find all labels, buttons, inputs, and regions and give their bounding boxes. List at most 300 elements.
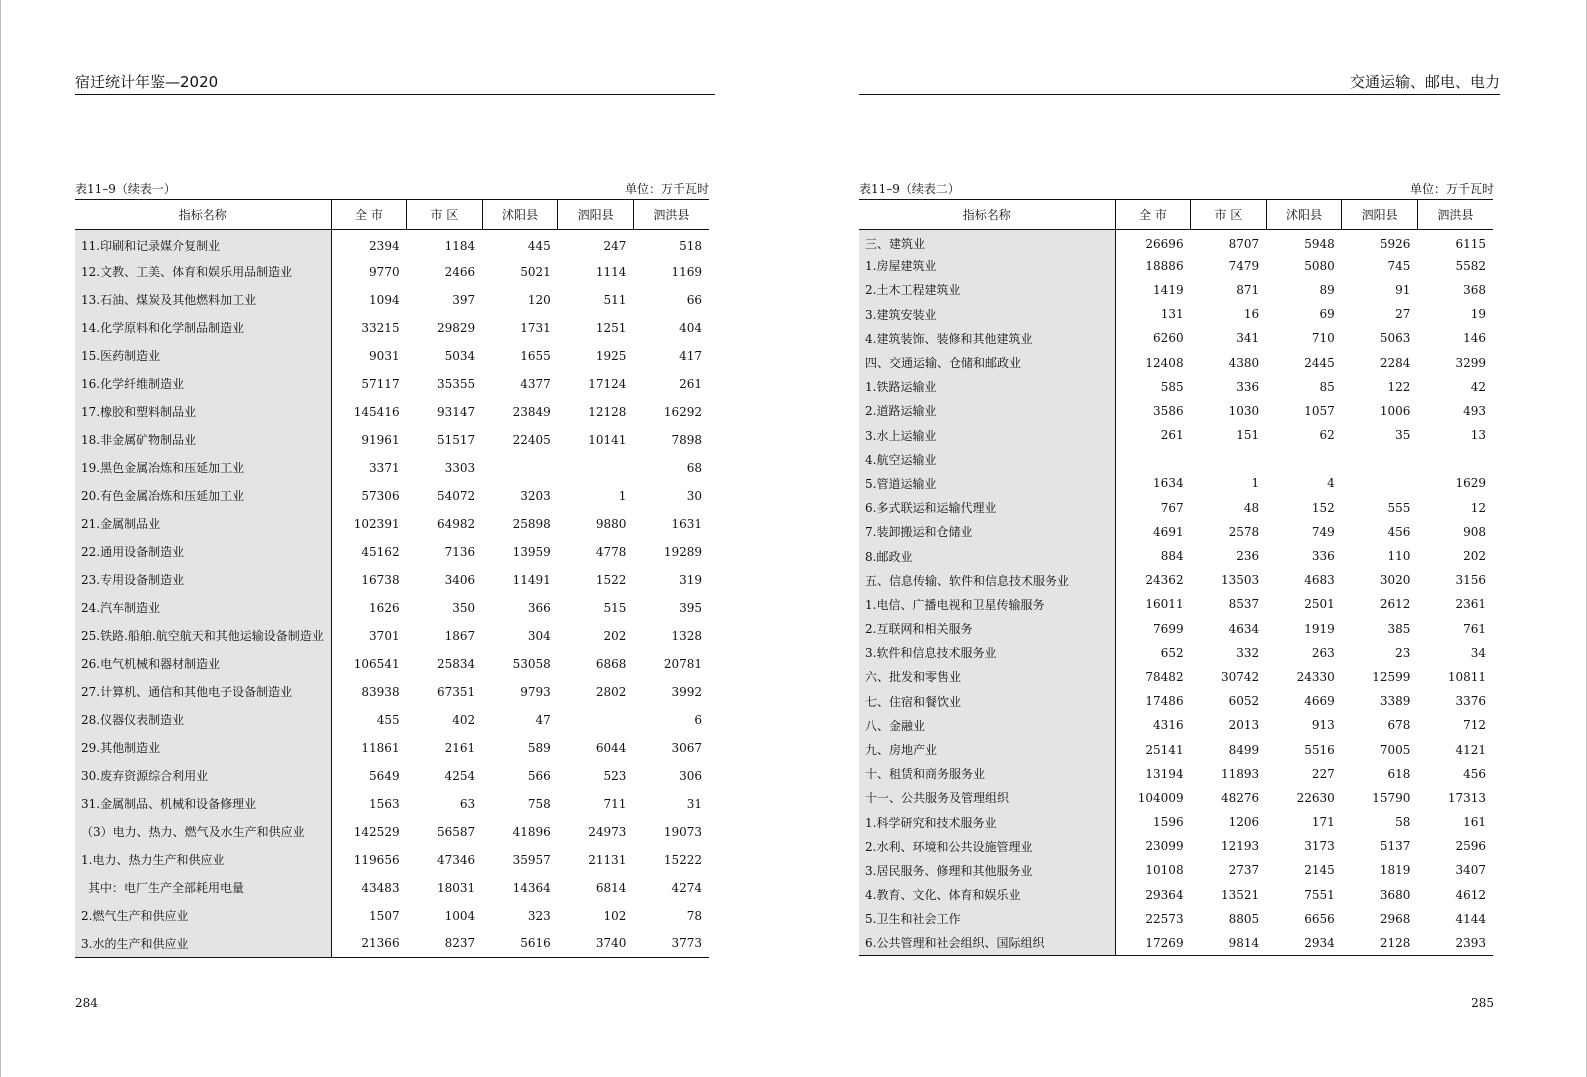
left-page — [75, 0, 715, 1077]
indicator-name: 2.道路运输业 — [859, 399, 1115, 423]
value-cell: 5926 — [1379, 236, 1411, 251]
value-cell: 5063 — [1379, 331, 1411, 346]
indicator-name: 28.仪器仪表制造业 — [75, 706, 331, 734]
value-cell: 4144 — [1455, 911, 1486, 926]
value-cell: 7005 — [1379, 742, 1411, 757]
value-cell: 261 — [679, 376, 702, 391]
indicator-name: 29.其他制造业 — [75, 734, 331, 762]
value-cell: 3406 — [444, 572, 476, 587]
value-cell: 120 — [527, 292, 551, 307]
indicator-name: 23.专用设备制造业 — [75, 566, 331, 594]
value-cell: 19289 — [663, 544, 702, 559]
indicator-name: 16.化学纤维制造业 — [75, 370, 331, 398]
indicator-name: 1.铁路运输业 — [859, 375, 1115, 399]
value-cell: 25834 — [437, 656, 476, 671]
value-cell: 19 — [1470, 307, 1486, 322]
value-cell: 2501 — [1304, 597, 1335, 612]
value-cell: 1626 — [369, 600, 400, 615]
value-cell: 16011 — [1145, 597, 1184, 612]
value-cell: 417 — [679, 348, 702, 363]
value-cell: 2145 — [1304, 863, 1335, 878]
value-cell: 102391 — [353, 516, 400, 531]
value-cell: 13194 — [1145, 766, 1184, 781]
value-cell: 26696 — [1145, 236, 1184, 251]
value-cell: 4380 — [1228, 355, 1260, 370]
value-cell: 1419 — [1153, 282, 1184, 297]
value-cell: 3680 — [1379, 887, 1411, 902]
value-cell: 104009 — [1137, 790, 1184, 805]
indicator-name: 十、租赁和商务服务业 — [859, 762, 1115, 786]
value-cell: 1507 — [369, 908, 400, 923]
value-cell: 3992 — [671, 684, 702, 699]
value-cell: 555 — [1387, 500, 1411, 515]
value-cell: 1206 — [1228, 815, 1260, 830]
value-cell: 7136 — [444, 544, 476, 559]
value-cell: 456 — [1463, 766, 1486, 781]
table-row — [859, 665, 1493, 689]
value-cell: 67351 — [437, 684, 476, 699]
value-cell: 1634 — [1153, 476, 1184, 491]
running-head-right: 交通运输、邮电、电力 — [859, 72, 1500, 95]
value-cell: 5080 — [1304, 258, 1335, 273]
table-row — [859, 641, 1493, 665]
value-cell: 4274 — [671, 880, 702, 895]
column-header: 泗洪县 — [633, 200, 709, 230]
value-cell: 341 — [1236, 331, 1260, 346]
table-row — [859, 713, 1493, 737]
value-cell: 3407 — [1455, 863, 1486, 878]
value-cell: 652 — [1160, 645, 1184, 660]
table-row — [859, 592, 1493, 616]
indicator-name: 26.电气机械和器材制造业 — [75, 650, 331, 678]
value-cell: 4377 — [520, 376, 551, 391]
value-cell: 1030 — [1228, 403, 1260, 418]
value-cell: 58 — [1395, 815, 1411, 830]
table-row — [859, 737, 1493, 761]
value-cell: 2802 — [595, 684, 627, 699]
value-cell: 29364 — [1145, 887, 1184, 902]
value-cell: 1004 — [444, 908, 476, 923]
value-cell: 1731 — [520, 320, 551, 335]
table-row — [75, 622, 709, 650]
indicator-name: 七、住宿和餐饮业 — [859, 689, 1115, 713]
value-cell: 445 — [527, 238, 551, 253]
value-cell: 2934 — [1266, 931, 1342, 955]
table-row — [859, 302, 1493, 326]
value-cell: 1094 — [369, 292, 400, 307]
value-cell: 10108 — [1145, 863, 1184, 878]
indicator-name: 14.化学原料和化学制品制造业 — [75, 314, 331, 342]
value-cell: 20781 — [663, 656, 702, 671]
value-cell: 7699 — [1153, 621, 1184, 636]
value-cell: 3203 — [520, 488, 551, 503]
value-cell: 25141 — [1145, 742, 1184, 757]
value-cell: 2393 — [1417, 931, 1493, 955]
table-caption-left — [75, 181, 715, 197]
value-cell: 761 — [1463, 621, 1486, 636]
value-cell: 9031 — [369, 348, 400, 363]
indicator-name: 3.软件和信息技术服务业 — [859, 641, 1115, 665]
value-cell: 23 — [1395, 645, 1411, 660]
value-cell: 45162 — [361, 544, 400, 559]
value-cell: 6044 — [595, 740, 627, 755]
value-cell: 1328 — [671, 628, 702, 643]
value-cell: 336 — [1311, 549, 1335, 564]
value-cell: 5582 — [1455, 258, 1486, 273]
value-cell: 24973 — [588, 824, 627, 839]
value-cell: 34 — [1470, 645, 1486, 660]
value-cell: 63 — [459, 796, 476, 811]
indicator-name: 3.水的生产和供应业 — [75, 930, 331, 958]
value-cell: 2013 — [1228, 718, 1260, 733]
column-header: 市 区 — [1191, 200, 1267, 230]
value-cell: 4634 — [1228, 621, 1260, 636]
indicator-name: 8.邮政业 — [859, 544, 1115, 568]
column-header: 指标名称 — [75, 200, 331, 230]
indicator-name: 7.装卸搬运和仓储业 — [859, 520, 1115, 544]
table-row — [75, 790, 709, 818]
value-cell: 57117 — [361, 376, 400, 391]
value-cell: 5616 — [482, 930, 558, 958]
table-row — [75, 370, 709, 398]
value-cell: 12128 — [588, 404, 627, 419]
value-cell: 3303 — [444, 460, 476, 475]
value-cell: 908 — [1463, 524, 1486, 539]
value-cell: 1629 — [1455, 476, 1486, 491]
value-cell: 710 — [1311, 331, 1335, 346]
table-row — [859, 810, 1493, 834]
column-header: 市 区 — [407, 200, 483, 230]
value-cell: 5516 — [1304, 742, 1335, 757]
table-row — [859, 423, 1493, 447]
value-cell: 9814 — [1191, 931, 1267, 955]
value-cell: 4691 — [1153, 524, 1184, 539]
indicator-name: 1.电力、热力生产和供应业 — [75, 846, 331, 874]
value-cell: 5137 — [1379, 839, 1411, 854]
table-row — [859, 834, 1493, 858]
value-cell: 89 — [1319, 282, 1335, 297]
indicator-name: 九、房地产业 — [859, 737, 1115, 761]
table-row — [75, 258, 709, 286]
value-cell — [558, 706, 634, 734]
indicator-name: 2.土木工程建筑业 — [859, 278, 1115, 302]
table-row — [859, 786, 1493, 810]
value-cell: 1596 — [1153, 815, 1184, 830]
table-row — [859, 375, 1493, 399]
value-cell: 27 — [1395, 307, 1411, 322]
value-cell: 4121 — [1455, 742, 1486, 757]
column-header: 沭阳县 — [1266, 200, 1342, 230]
table-row — [75, 762, 709, 790]
value-cell: 263 — [1311, 645, 1335, 660]
value-cell: 83938 — [361, 684, 400, 699]
value-cell: 13 — [1470, 428, 1486, 443]
indicator-name: 四、交通运输、仓储和邮政业 — [859, 350, 1115, 374]
value-cell: 247 — [603, 238, 627, 253]
value-cell: 48276 — [1221, 790, 1260, 805]
running-head-left: 宿迁统计年鉴—2020 — [75, 72, 715, 95]
table-number: 表11–9（续表二） — [859, 182, 960, 196]
page-number-left: 284 — [75, 996, 98, 1010]
value-cell: 566 — [527, 768, 551, 783]
table-body — [75, 230, 709, 958]
table-row — [859, 762, 1493, 786]
indicator-name: 24.汽车制造业 — [75, 594, 331, 622]
value-cell: 17124 — [588, 376, 627, 391]
value-cell: 14364 — [512, 880, 551, 895]
value-cell: 66 — [686, 292, 702, 307]
value-cell: 404 — [679, 320, 702, 335]
value-cell: 455 — [376, 712, 400, 727]
value-cell: 4669 — [1304, 694, 1335, 709]
value-cell: 2968 — [1379, 911, 1411, 926]
table-row — [859, 399, 1493, 423]
value-cell: 43483 — [361, 880, 400, 895]
value-cell: 1057 — [1304, 403, 1335, 418]
value-cell: 13521 — [1221, 887, 1260, 902]
indicator-name: 13.石油、煤炭及其他燃料加工业 — [75, 286, 331, 314]
value-cell: 515 — [603, 600, 627, 615]
value-cell: 1919 — [1304, 621, 1335, 636]
value-cell: 385 — [1387, 621, 1411, 636]
value-cell: 8537 — [1228, 597, 1260, 612]
value-cell: 12193 — [1221, 839, 1260, 854]
column-header: 指标名称 — [859, 200, 1115, 230]
value-cell: 33215 — [361, 320, 400, 335]
table-row — [75, 230, 709, 258]
value-cell: 4316 — [1153, 718, 1184, 733]
value-cell: 1867 — [444, 628, 476, 643]
value-cell: 161 — [1463, 815, 1486, 830]
table-row — [75, 594, 709, 622]
value-cell: 3389 — [1379, 694, 1411, 709]
value-cell — [558, 454, 634, 482]
value-cell: 18886 — [1145, 258, 1184, 273]
table-row — [75, 342, 709, 370]
value-cell: 102 — [603, 908, 627, 923]
value-cell: 5948 — [1304, 236, 1335, 251]
value-cell: 13503 — [1221, 573, 1260, 588]
value-cell: 2161 — [444, 740, 476, 755]
value-cell: 41896 — [512, 824, 551, 839]
value-cell: 2466 — [444, 264, 476, 279]
unit-label: 单位：万千瓦时 — [624, 182, 709, 196]
value-cell: 712 — [1463, 718, 1486, 733]
value-cell: 1819 — [1379, 863, 1411, 878]
value-cell: 871 — [1236, 282, 1260, 297]
value-cell: 8805 — [1228, 911, 1260, 926]
value-cell: 9880 — [595, 516, 627, 531]
value-cell: 42 — [1470, 379, 1486, 394]
value-cell: 7551 — [1304, 887, 1335, 902]
value-cell: 884 — [1160, 549, 1184, 564]
table-row — [75, 874, 709, 902]
table-row — [75, 426, 709, 454]
indicator-name: 11.印刷和记录媒介复制业 — [75, 230, 331, 258]
value-cell — [482, 454, 558, 482]
value-cell: 10811 — [1447, 669, 1486, 684]
table-row — [859, 689, 1493, 713]
value-cell: 3586 — [1153, 403, 1184, 418]
value-cell: 3067 — [671, 740, 702, 755]
value-cell: 23849 — [512, 404, 551, 419]
indicator-name: 18.非金属矿物制品业 — [75, 426, 331, 454]
value-cell: 9770 — [369, 264, 400, 279]
value-cell: 5021 — [520, 264, 551, 279]
value-cell: 678 — [1387, 718, 1411, 733]
value-cell: 8707 — [1228, 236, 1260, 251]
value-cell: 304 — [527, 628, 551, 643]
value-cell: 1114 — [595, 264, 627, 279]
value-cell: 56587 — [437, 824, 476, 839]
indicator-name: 2.水利、环境和公共设施管理业 — [859, 834, 1115, 858]
value-cell — [1191, 447, 1267, 471]
table-body — [859, 230, 1493, 956]
value-cell: 5649 — [369, 768, 400, 783]
value-cell: 35 — [1395, 428, 1411, 443]
table-row — [75, 482, 709, 510]
value-cell: 6115 — [1455, 236, 1486, 251]
value-cell — [1115, 447, 1191, 471]
value-cell: 10141 — [588, 432, 627, 447]
value-cell: 1631 — [671, 516, 702, 531]
table-row — [859, 858, 1493, 882]
value-cell: 1169 — [671, 264, 702, 279]
value-cell: 511 — [603, 292, 627, 307]
value-cell: 16 — [1243, 307, 1260, 322]
left-spread-edge — [0, 0, 1, 1077]
value-cell: 78482 — [1145, 669, 1184, 684]
value-cell: 85 — [1319, 379, 1335, 394]
value-cell: 16738 — [361, 572, 400, 587]
value-cell: 2445 — [1304, 355, 1335, 370]
indicator-name: 19.黑色金属冶炼和压延加工业 — [75, 454, 331, 482]
value-cell: 5034 — [444, 348, 476, 363]
table-row — [859, 254, 1493, 278]
value-cell: 518 — [679, 238, 702, 253]
indicator-name: 30.废弃资源综合利用业 — [75, 762, 331, 790]
value-cell: 12408 — [1145, 355, 1184, 370]
value-cell: 2612 — [1379, 597, 1411, 612]
value-cell: 366 — [527, 600, 551, 615]
column-header: 全 市 — [331, 200, 407, 230]
value-cell: 91 — [1395, 282, 1411, 297]
table-row — [859, 931, 1493, 955]
value-cell: 17486 — [1145, 694, 1184, 709]
value-cell: 51517 — [437, 432, 476, 447]
indicator-name: 三、建筑业 — [859, 230, 1115, 254]
indicator-name: 十一、公共服务及管理组织 — [859, 786, 1115, 810]
value-cell: 1 — [1251, 476, 1260, 491]
value-cell: 22630 — [1296, 790, 1335, 805]
value-cell: 122 — [1387, 379, 1411, 394]
value-cell: 29829 — [437, 320, 476, 335]
table-number: 表11–9（续表一） — [75, 182, 176, 196]
value-cell: 54072 — [437, 488, 476, 503]
value-cell: 17269 — [1115, 931, 1191, 955]
indicator-name: 31.金属制品、机械和设备修理业 — [75, 790, 331, 818]
indicator-name: 4.教育、文化、体育和娱乐业 — [859, 883, 1115, 907]
indicator-name: 3.水上运输业 — [859, 423, 1115, 447]
value-cell: 47 — [535, 712, 551, 727]
table-row — [75, 734, 709, 762]
value-cell: 618 — [1387, 766, 1411, 781]
indicator-name: 15.医药制造业 — [75, 342, 331, 370]
indicator-name: 1.房屋建筑业 — [859, 254, 1115, 278]
value-cell: 236 — [1236, 549, 1260, 564]
value-cell: 9793 — [520, 684, 551, 699]
value-cell: 1522 — [595, 572, 627, 587]
value-cell: 2737 — [1228, 863, 1260, 878]
value-cell: 142529 — [353, 824, 400, 839]
table-row — [75, 314, 709, 342]
value-cell: 1655 — [520, 348, 551, 363]
value-cell: 767 — [1160, 500, 1184, 515]
table-row — [75, 650, 709, 678]
table-row — [859, 568, 1493, 592]
value-cell: 2361 — [1455, 597, 1486, 612]
value-cell: 30 — [686, 488, 702, 503]
value-cell: 53058 — [512, 656, 551, 671]
table-row — [75, 510, 709, 538]
value-cell: 15790 — [1372, 790, 1411, 805]
table-row — [859, 447, 1493, 471]
table-row — [75, 902, 709, 930]
value-cell: 3371 — [369, 460, 400, 475]
value-cell: 711 — [603, 796, 627, 811]
data-table-right — [859, 199, 1493, 956]
value-cell: 25898 — [512, 516, 551, 531]
table-header-row — [859, 200, 1493, 230]
value-cell: 151 — [1236, 428, 1260, 443]
table-row — [75, 538, 709, 566]
value-cell: 145416 — [353, 404, 400, 419]
value-cell: 397 — [452, 292, 476, 307]
value-cell — [1342, 447, 1418, 471]
value-cell: 6868 — [595, 656, 627, 671]
value-cell: 2394 — [369, 238, 400, 253]
value-cell: 31 — [686, 796, 702, 811]
value-cell: 146 — [1463, 331, 1486, 346]
value-cell: 758 — [527, 796, 551, 811]
value-cell: 913 — [1311, 718, 1335, 733]
value-cell — [1417, 447, 1493, 471]
table-row — [859, 883, 1493, 907]
table-row — [75, 706, 709, 734]
table-header-row — [75, 200, 709, 230]
value-cell: 4612 — [1455, 887, 1486, 902]
indicator-name: 25.铁路.船舶.航空航天和其他运输设备制造业 — [75, 622, 331, 650]
table-row — [859, 350, 1493, 374]
indicator-name: 3.居民服务、修理和其他服务业 — [859, 858, 1115, 882]
value-cell: 585 — [1160, 379, 1184, 394]
value-cell: 2596 — [1455, 839, 1486, 854]
value-cell: 21366 — [331, 930, 407, 958]
value-cell: 106541 — [353, 656, 400, 671]
table-row — [75, 566, 709, 594]
value-cell: 24330 — [1296, 669, 1335, 684]
value-cell: 22573 — [1145, 911, 1184, 926]
value-cell: 3156 — [1455, 573, 1486, 588]
value-cell: 523 — [603, 768, 627, 783]
value-cell: 350 — [452, 600, 476, 615]
value-cell: 4 — [1327, 476, 1335, 491]
indicator-name: 20.有色金属冶炼和压延加工业 — [75, 482, 331, 510]
indicator-name: 4.航空运输业 — [859, 447, 1115, 471]
indicator-name: 17.橡胶和塑料制品业 — [75, 398, 331, 426]
value-cell: 4254 — [444, 768, 476, 783]
value-cell: 11491 — [512, 572, 551, 587]
